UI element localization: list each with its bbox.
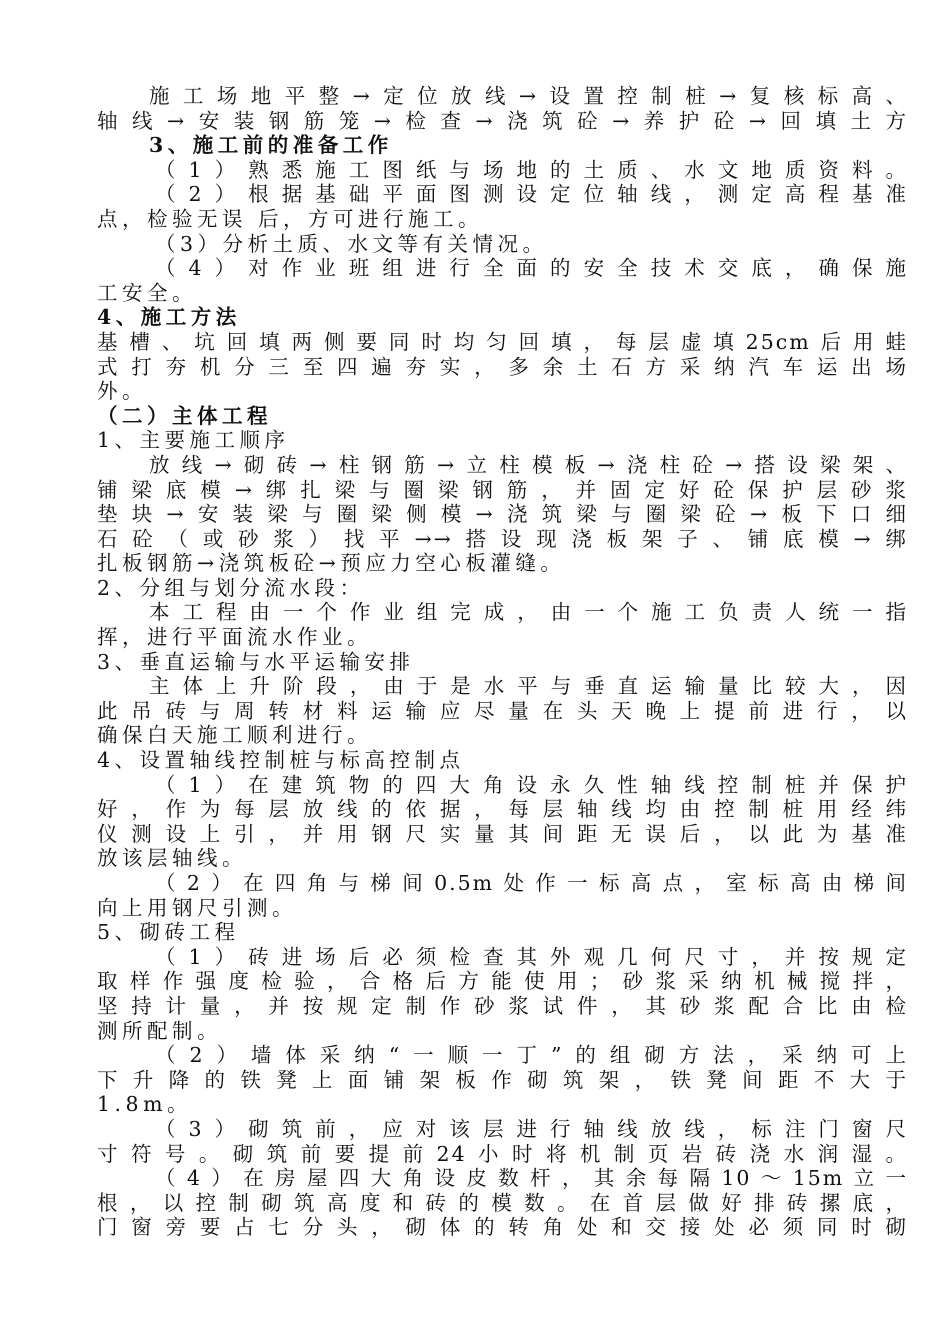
prep-item-4: （4）对作业班组进行全面的安全技术交底，确保施 — [155, 256, 908, 281]
method-line-3: 外。 — [97, 379, 147, 404]
document-page — [97, 84, 908, 1240]
masonry-item-4-line-2: 根，以控制砌筑高度和砖的模数。在首层做好排砖摞底， — [97, 1190, 908, 1215]
sequence-line-1: 放线→砌砖→柱钢筋→立柱模板→浇柱砼→搭设梁架、 — [149, 452, 908, 477]
masonry-item-4-line-3: 门窗旁要占七分头，砌体的转角处和交接处必须同时砌 — [97, 1215, 908, 1240]
control-item-1-line-3: 仪测设上引，并用钢尺实量其间距无误后，以此为基准 — [97, 821, 908, 846]
grouping-line-1: 本工程由一个作业组完成，由一个施工负责人统一指 — [149, 600, 908, 625]
masonry-item-3-line-1: （3）砌筑前，应对该层进行轴线放线，标注门窗尺 — [155, 1116, 908, 1141]
method-line-1: 基槽、坑回填两侧要同时均匀回填，每层虚填25cm后用蛙 — [97, 329, 908, 354]
grouping-line-2: 挥，进行平面流水作业。 — [97, 625, 372, 650]
section-3-1-line-2: 轴线→安装钢筋笼→检查→浇筑砼→养护砼→回填土方 — [97, 108, 908, 133]
masonry-item-1-line-4: 测所配制。 — [97, 1018, 222, 1043]
sequence-line-5: 扎板钢筋→浇筑板砼→预应力空心板灌缝。 — [97, 551, 566, 576]
prep-item-4-cont: 工安全。 — [97, 280, 197, 305]
transport-line-1: 主体上升阶段，由于是水平与垂直运输量比较大，因 — [149, 674, 908, 699]
control-item-2-line-2: 向上用钢尺引测。 — [97, 895, 297, 920]
section-3-1-line-1: 施工场地平整→定位放线→设置控制桩→复核标高、 — [149, 84, 908, 108]
control-item-2-line-1: （2）在四角与梯间0.5m处作一标高点，室标高由梯间 — [155, 871, 908, 895]
prep-item-3: （3）分析土质、水文等有关情况。 — [155, 231, 548, 256]
transport-line-2: 此吊砖与周转材料运输应尽量在头天晚上提前进行，以 — [97, 698, 908, 723]
sequence-line-4: 石砼（或砂浆）找平→→搭设现浇板架子、铺底模→绑 — [97, 526, 908, 551]
masonry-item-2-line-3: 1.8m。 — [97, 1092, 193, 1117]
masonry-item-3-line-2: 寸符号。砌筑前要提前24小时将机制页岩砖浇水润湿。 — [97, 1141, 908, 1166]
masonry-item-2-line-2: 下升降的铁凳上面铺架板作砌筑架，铁凳间距不大于 — [97, 1067, 908, 1092]
sequence-line-2: 铺梁底模→绑扎梁与圈梁钢筋，并固定好砼保护层砂浆 — [97, 477, 908, 502]
method-line-2: 式打夯机分三至四遍夯实，多余土石方采纳汽车运出场 — [97, 354, 908, 379]
heading-preparation: 3、施工前的准备工作 — [149, 133, 393, 158]
subheading-sequence: 1、主要施工顺序 — [97, 428, 290, 453]
masonry-item-1-line-1: （1）砖进场后必须检查其外观几何尺寸，并按规定 — [155, 944, 908, 969]
prep-item-1: （1）熟悉施工图纸与场地的土质、水文地质资料。 — [155, 157, 908, 182]
masonry-item-4-line-1: （4）在房屋四大角设皮数杆，其余每隔10～15m立一 — [155, 1166, 908, 1191]
prep-item-2-cont: 点，检验无误 后，方可进行施工。 — [97, 206, 484, 231]
subheading-control-points: 4、设置轴线控制桩与标高控制点 — [97, 748, 465, 773]
subheading-grouping: 2、分组与划分流水段： — [97, 575, 365, 600]
heading-construction-method: 4、施工方法 — [97, 305, 241, 330]
sequence-line-3: 垫块→安装梁与圈梁侧模→浇筑梁与圈梁砼→板下口细 — [97, 502, 908, 527]
masonry-item-2-line-1: （2）墙体采纳“一顺一丁”的组砌方法，采纳可上 — [155, 1043, 908, 1068]
subheading-transport: 3、垂直运输与水平运输安排 — [97, 649, 415, 674]
control-item-1-line-1: （1）在建筑物的四大角设永久性轴线控制桩并保护 — [155, 772, 908, 797]
subheading-masonry: 5、砌砖工程 — [97, 920, 240, 945]
control-item-1-line-4: 放该层轴线。 — [97, 846, 247, 871]
prep-item-2: （2）根据基础平面图测设定位轴线，测定高程基准 — [155, 182, 908, 207]
masonry-item-1-line-2: 取样作强度检验，合格后方能使用；砂浆采纳机械搅拌， — [97, 969, 908, 994]
transport-line-3: 确保白天施工顺利进行。 — [97, 723, 372, 748]
control-item-1-line-2: 好，作为每层放线的依据，每层轴线均由控制桩用经纬 — [97, 797, 908, 822]
heading-main-structure: （二）主体工程 — [97, 403, 272, 428]
masonry-item-1-line-3: 坚持计量，并按规定制作砂浆试件，其砂浆配合比由检 — [97, 993, 908, 1018]
